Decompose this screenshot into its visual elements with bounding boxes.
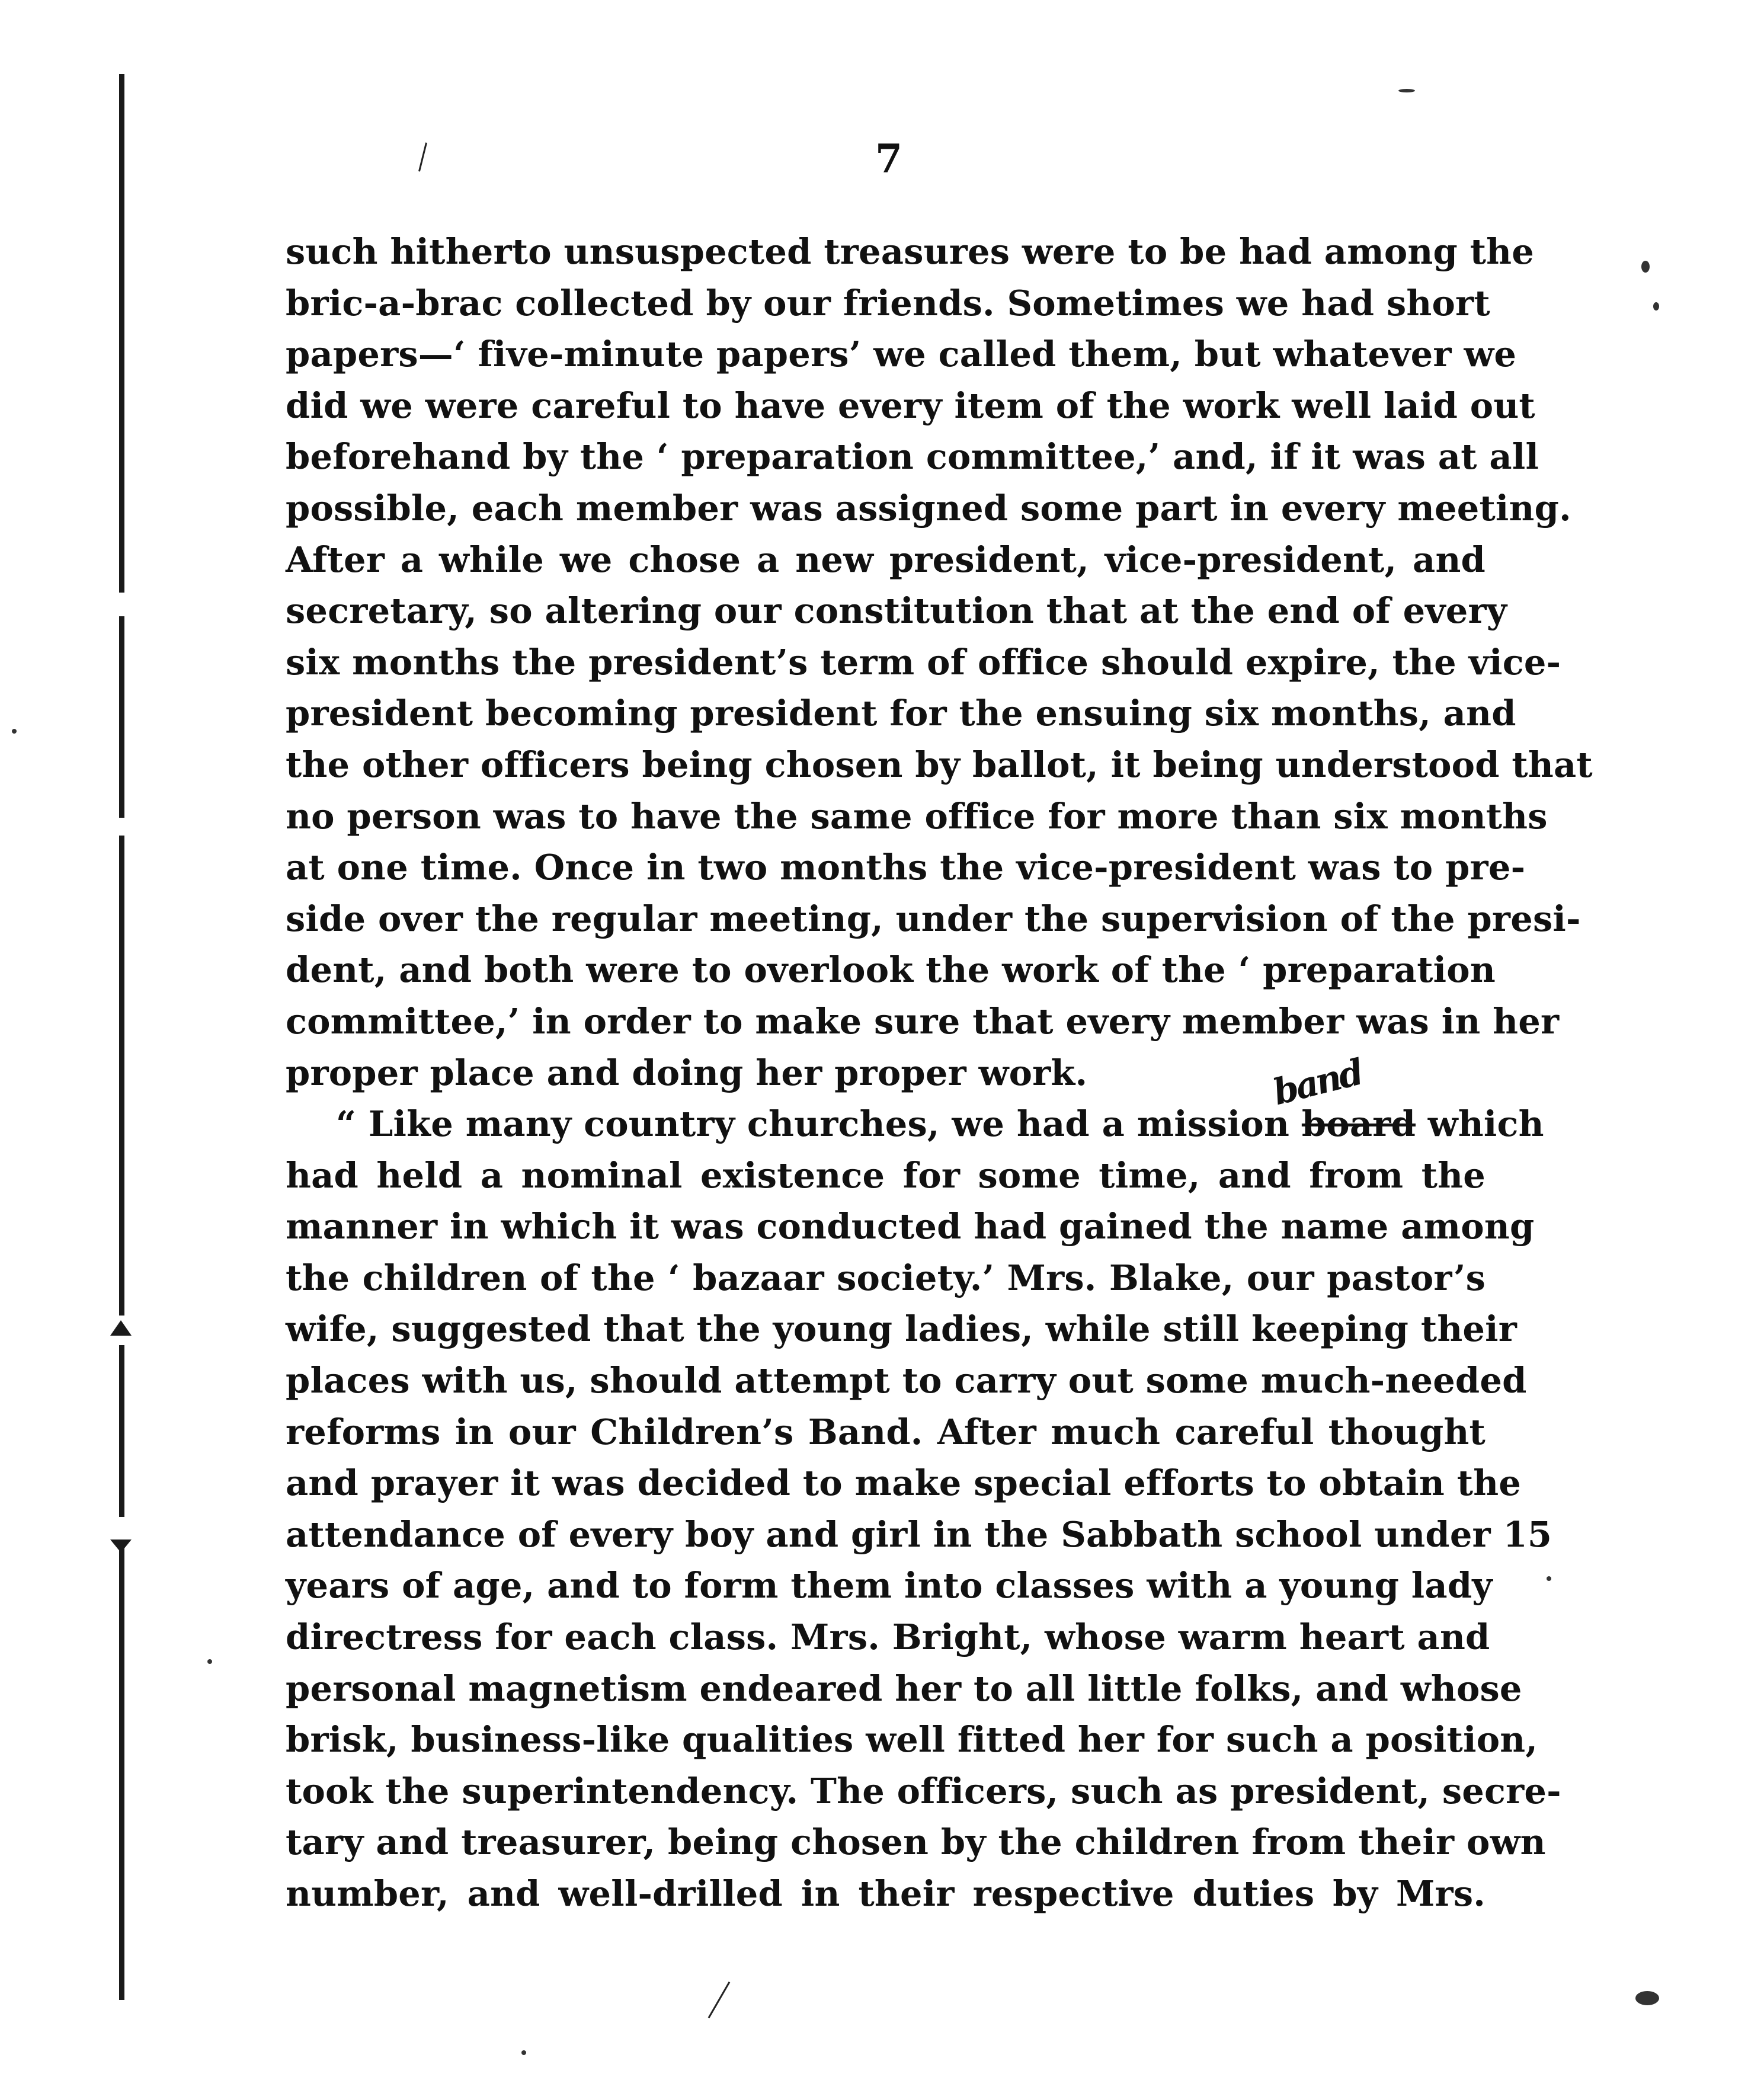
- text-line: places with us, should attempt to carry out some much-needed: [286, 1360, 1527, 1401]
- text-line: reforms in our Children’s Band. After much careful thought: [286, 1411, 1486, 1452]
- scan-speck: [1398, 89, 1415, 92]
- text-line: wife, suggested that the young ladies, while still keeping their: [286, 1308, 1518, 1350]
- text-line: did we were careful to have every item of the work well laid out: [286, 385, 1535, 426]
- text-line: such hitherto unsuspected treasures were to be had among the: [286, 231, 1534, 272]
- binding-gap: [119, 593, 125, 616]
- text-line: After a while we chose a new president, vice-president, and: [286, 539, 1486, 580]
- text-line: tary and treasurer, being chosen by the children from their own: [286, 1822, 1546, 1863]
- text-line: side over the regular meeting, under the supervision of the presi-: [286, 898, 1581, 939]
- page-number: 7: [875, 136, 902, 182]
- text-line: six months the president’s term of office should expire, the vice-: [286, 641, 1561, 683]
- scan-speck: [207, 1659, 212, 1664]
- text-line: proper place and doing her proper work.: [286, 1052, 1088, 1093]
- scan-speck: [1653, 302, 1659, 311]
- text-line: took the superintendency. The officers, such as president, secre-: [286, 1770, 1561, 1811]
- text-line: years of age, and to form them into classes with a young lady: [286, 1565, 1493, 1606]
- text-line: at one time. Once in two months the vice-president was to pre-: [286, 847, 1526, 888]
- binding-notch-down: [110, 1540, 132, 1553]
- stray-mark: [708, 1982, 731, 2018]
- text-line: possible, each member was assigned some part in every meeting.: [286, 487, 1571, 529]
- text-line: the other officers being chosen by ballot, it being understood that: [286, 744, 1593, 785]
- text-line: and prayer it was decided to make special efforts to obtain the: [286, 1462, 1522, 1504]
- text-line: dent, and both were to overlook the work of the ‘ preparation: [286, 949, 1496, 991]
- text-line: the children of the ‘ bazaar society.’ Mrs. Blake, our pastor’s: [286, 1257, 1486, 1298]
- text-line: president becoming president for the ensuing six months, and: [286, 693, 1516, 734]
- text-line: secretary, so altering our constitution that at the end of every: [286, 590, 1507, 632]
- scan-speck: [1641, 261, 1650, 273]
- binding-notch-up: [110, 1320, 132, 1336]
- scan-speck: [12, 729, 17, 734]
- text-line: number, and well-drilled in their respective duties by Mrs.: [286, 1873, 1486, 1914]
- text-line: papers—‘ five-minute papers’ we called them, but whatever we: [286, 334, 1517, 375]
- text-line: personal magnetism endeared her to all little folks, and whose: [286, 1667, 1522, 1709]
- text-line: directress for each class. Mrs. Bright, whose warm heart and: [286, 1617, 1490, 1658]
- scan-speck: [521, 2050, 526, 2055]
- text-fragment: “ Like many country churches, we had a mission: [336, 1103, 1290, 1145]
- binding-edge-line: [119, 74, 124, 2000]
- text-line: had held a nominal existence for some time, and from the: [286, 1154, 1486, 1196]
- handwritten-correction: band: [1269, 1051, 1366, 1114]
- stray-mark: [418, 142, 427, 171]
- text-fragment: which: [1427, 1103, 1544, 1145]
- text-line: committee,’ in order to make sure that every member was in her: [286, 1000, 1560, 1042]
- text-line: bric-a-brac collected by our friends. Sometimes we had short: [286, 282, 1490, 324]
- text-line: no person was to have the same office for more than six months: [286, 795, 1548, 837]
- scan-speck: [1547, 1576, 1551, 1581]
- scan-speck: [1635, 1991, 1659, 2005]
- text-line: attendance of every boy and girl in the Sabbath school under 15: [286, 1513, 1552, 1555]
- binding-gap: [119, 1517, 125, 1541]
- text-line: manner in which it was conducted had gained the name among: [286, 1206, 1535, 1247]
- binding-gap: [119, 818, 125, 836]
- text-line: brisk, business-like qualities well fitted her for such a position,: [286, 1719, 1538, 1761]
- text-line: beforehand by the ‘ preparation committee,’ and, if it was at all: [286, 436, 1539, 478]
- struck-word: board: [1301, 1103, 1416, 1145]
